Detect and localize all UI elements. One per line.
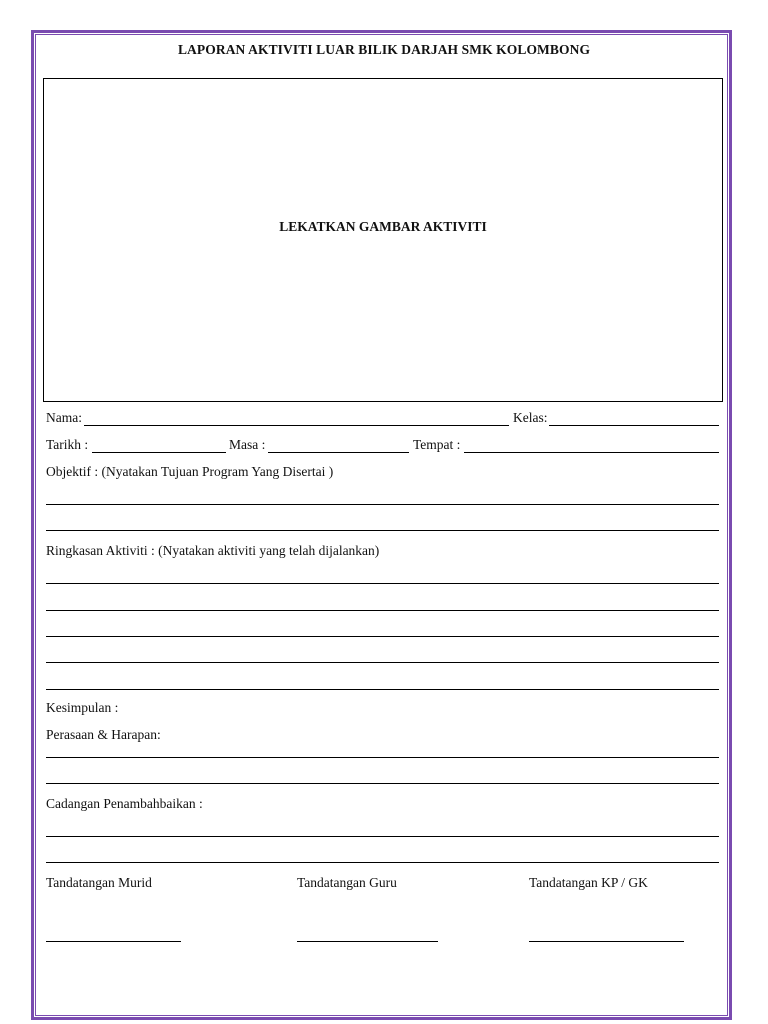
ringkasan-line[interactable] [46,583,719,584]
kelas-label: Kelas: [513,410,548,425]
objektif-line[interactable] [46,530,719,531]
ringkasan-line[interactable] [46,662,719,663]
perasaan-label: Perasaan & Harapan: [46,727,161,742]
masa-label: Masa : [229,437,266,452]
tempat-label: Tempat : [413,437,461,452]
photo-placeholder-label: LEKATKAN GAMBAR AKTIVITI [279,219,487,234]
objektif-label: Objektif : (Nyatakan Tujuan Program Yang Disertai ) [46,464,334,479]
cadangan-line[interactable] [46,836,719,837]
cadangan-line[interactable] [46,862,719,863]
kelas-line[interactable] [549,425,719,426]
signature-kp-gk-line[interactable] [529,941,684,942]
signature-murid-label: Tandatangan Murid [46,875,152,890]
signature-guru-line[interactable] [297,941,438,942]
perasaan-line[interactable] [46,757,719,758]
nama-label: Nama: [46,410,82,425]
ringkasan-line[interactable] [46,689,719,690]
photo-area [43,78,723,402]
masa-line[interactable] [268,452,409,453]
perasaan-line[interactable] [46,783,719,784]
ringkasan-label: Ringkasan Aktiviti : (Nyatakan aktiviti yang telah dijalankan) [46,543,380,558]
nama-line[interactable] [84,425,509,426]
tarikh-label: Tarikh : [46,437,89,452]
ringkasan-line[interactable] [46,636,719,637]
signature-murid-line[interactable] [46,941,181,942]
signature-guru-label: Tandatangan Guru [297,875,397,890]
form-title: LAPORAN AKTIVITI LUAR BILIK DARJAH SMK KOLOMBONG [177,42,591,57]
tarikh-line[interactable] [92,452,226,453]
kesimpulan-label: Kesimpulan : [46,700,119,715]
objektif-line[interactable] [46,504,719,505]
tempat-line[interactable] [464,452,719,453]
ringkasan-line[interactable] [46,610,719,611]
cadangan-label: Cadangan Penambahbaikan : [46,796,203,811]
signature-kp-gk-label: Tandatangan KP / GK [529,875,648,890]
